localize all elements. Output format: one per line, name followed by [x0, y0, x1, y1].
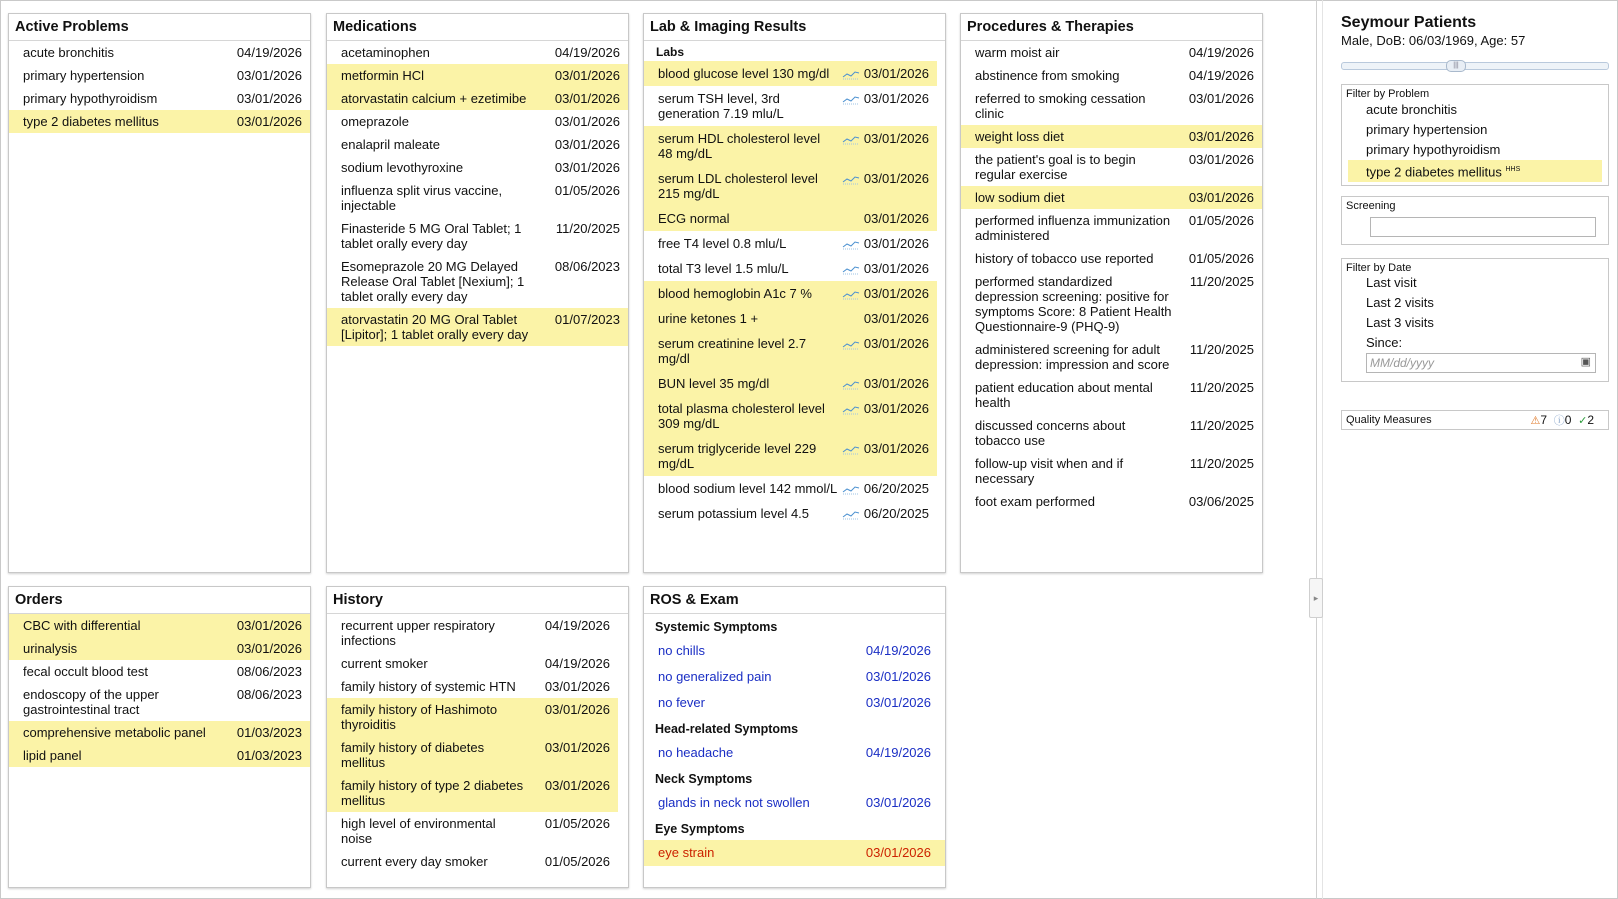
patient-details: Male, DoB: 06/03/1969, Age: 57	[1341, 33, 1526, 48]
item-date: 03/01/2026	[236, 114, 302, 129]
list-item[interactable]	[327, 850, 618, 873]
item-date: 01/05/2026	[544, 854, 610, 869]
item-date: 03/01/2026	[236, 641, 302, 656]
screening-box	[1341, 196, 1609, 245]
ros-finding-date: 03/01/2026	[865, 669, 931, 684]
item-date: 03/01/2026	[544, 702, 610, 717]
item-name: metformin HCl	[341, 68, 425, 83]
item-name: the patient's goal is to begin regular exercise	[975, 152, 1136, 182]
trend-sparkline-icon[interactable]	[842, 442, 862, 456]
ok-count: 2	[1587, 413, 1594, 427]
item-date: 11/20/2025	[1189, 274, 1254, 289]
item-date: 11/20/2025	[1189, 418, 1254, 433]
trend-sparkline-icon[interactable]	[842, 132, 862, 146]
lab-result-row[interactable]	[644, 206, 937, 231]
item-date: 01/05/2026	[554, 183, 620, 198]
warning-icon: ⚠	[1530, 415, 1541, 427]
problem-filter-name: type 2 diabetes mellitus	[1366, 164, 1502, 180]
item-name: weight loss diet	[975, 129, 1064, 144]
item-date: 03/01/2026	[554, 91, 620, 106]
lab-result-name: serum LDL cholesterol level 215 mg/dL	[658, 171, 818, 201]
lab-result-date: 03/01/2026	[863, 401, 929, 416]
list-item[interactable]	[9, 683, 310, 721]
panel-title: Orders	[9, 587, 310, 614]
ros-group-heading: Eye Symptoms	[655, 822, 745, 836]
lab-result-date: 03/01/2026	[863, 236, 929, 251]
list-item[interactable]	[961, 186, 1262, 209]
problem-list	[9, 41, 310, 133]
item-name: performed standardized depression screening: positive for symptoms Score: 8 Patient Health Questionnaire-9 (PHQ-9)	[975, 274, 1172, 334]
medication-list	[327, 41, 628, 346]
lab-result-name: total T3 level 1.5 mlu/L	[658, 261, 789, 276]
item-name: warm moist air	[975, 45, 1060, 60]
item-date: 03/01/2026	[1188, 91, 1254, 106]
history-list	[327, 614, 628, 873]
lab-result-row[interactable]	[644, 501, 937, 526]
item-name: foot exam performed	[975, 494, 1095, 509]
filter-since-label: Since:	[1366, 335, 1403, 350]
list-item[interactable]	[327, 255, 628, 308]
list-item[interactable]	[9, 744, 310, 767]
problem-filter-item[interactable]	[1342, 140, 1608, 160]
item-date: 01/07/2023	[554, 312, 620, 327]
ros-finding-name: glands in neck not swollen	[658, 795, 810, 810]
ros-finding-date: 03/01/2026	[865, 845, 931, 860]
item-name: current every day smoker	[341, 854, 488, 869]
item-date: 01/05/2026	[1188, 213, 1254, 228]
list-item[interactable]	[327, 698, 618, 736]
item-date: 03/01/2026	[1188, 129, 1254, 144]
sidebar-divider-inner	[1322, 0, 1323, 899]
item-date: 03/01/2026	[544, 740, 610, 755]
slider-handle[interactable]: |||	[1446, 60, 1466, 72]
lab-list	[644, 61, 945, 526]
quality-measures-counts	[1531, 411, 1595, 430]
lab-result-date: 06/20/2025	[863, 481, 929, 496]
labs-section-label: Labs	[656, 45, 685, 59]
since-date-input[interactable]	[1366, 353, 1596, 373]
filter-by-problem-box	[1341, 84, 1609, 186]
ros-finding-date: 04/19/2026	[865, 643, 931, 658]
filter-last-2-visits[interactable]: Last 2 visits	[1366, 295, 1434, 310]
procedures-panel	[960, 13, 1263, 573]
list-item[interactable]	[9, 110, 310, 133]
ros-exam-panel	[643, 586, 946, 888]
item-name: enalapril maleate	[341, 137, 441, 152]
check-icon: ✓	[1578, 415, 1588, 427]
lab-result-date: 03/01/2026	[863, 261, 929, 276]
ros-finding-name: no chills	[658, 643, 705, 658]
panel-title: Medications	[327, 14, 628, 41]
item-name: atorvastatin calcium + ezetimibe	[341, 91, 527, 106]
item-date: 01/05/2026	[1188, 251, 1254, 266]
item-name: urinalysis	[23, 641, 78, 656]
active-problems-panel	[8, 13, 311, 573]
item-name: atorvastatin 20 MG Oral Tablet [Lipitor]; 1 tablet orally every day	[341, 312, 529, 342]
list-item[interactable]	[327, 41, 628, 64]
problem-filter-item[interactable]	[1342, 100, 1608, 120]
panel-title: Active Problems	[9, 14, 310, 41]
lab-result-name: serum triglyceride level 229 mg/dL	[658, 441, 817, 471]
item-name: abstinence from smoking	[975, 68, 1120, 83]
filter-last-visit[interactable]: Last visit	[1366, 275, 1417, 290]
item-name: performed influenza immunization administered	[975, 213, 1171, 243]
lab-result-date: 03/01/2026	[863, 336, 929, 351]
list-item[interactable]	[961, 125, 1262, 148]
history-panel	[326, 586, 629, 888]
order-list	[9, 614, 310, 767]
item-date: 03/01/2026	[544, 778, 610, 793]
item-date: 03/01/2026	[236, 91, 302, 106]
lab-result-row[interactable]	[644, 331, 937, 371]
lab-result-row[interactable]	[644, 436, 937, 476]
item-name: comprehensive metabolic panel	[23, 725, 206, 740]
item-name: high level of environmental noise	[341, 816, 496, 846]
trend-sparkline-icon[interactable]	[842, 92, 862, 106]
item-name: family history of systemic HTN	[341, 679, 516, 694]
lab-result-row[interactable]	[644, 306, 937, 331]
ros-finding-date: 03/01/2026	[865, 795, 931, 810]
lab-result-row[interactable]	[644, 256, 937, 281]
list-item[interactable]	[327, 133, 628, 156]
item-name: omeprazole	[341, 114, 409, 129]
lab-result-name: free T4 level 0.8 mlu/L	[658, 236, 787, 251]
lab-result-row[interactable]	[644, 86, 937, 126]
item-date: 03/01/2026	[554, 137, 620, 152]
list-item[interactable]	[961, 490, 1262, 513]
problem-filter-item[interactable]	[1342, 120, 1608, 140]
ros-finding-row[interactable]	[644, 840, 945, 866]
trend-sparkline-icon[interactable]	[842, 507, 862, 521]
lab-result-date: 03/01/2026	[863, 211, 929, 226]
panel-title: ROS & Exam	[644, 587, 945, 614]
orders-panel	[8, 586, 311, 888]
item-date: 04/19/2026	[1188, 45, 1254, 60]
trend-sparkline-icon[interactable]	[842, 212, 862, 226]
item-date: 04/19/2026	[544, 656, 610, 671]
item-name: recurrent upper respiratory infections	[341, 618, 495, 648]
filter-last-3-visits[interactable]: Last 3 visits	[1366, 315, 1434, 330]
lab-result-row[interactable]	[644, 61, 937, 86]
list-item[interactable]	[9, 660, 310, 683]
filter-by-date-label: Filter by Date	[1346, 262, 1412, 274]
item-name: type 2 diabetes mellitus	[23, 114, 159, 129]
trend-sparkline-icon[interactable]	[842, 402, 862, 416]
list-item[interactable]	[327, 736, 618, 774]
ros-finding-name: no headache	[658, 745, 734, 760]
list-item[interactable]	[327, 156, 628, 179]
item-date: 08/06/2023	[554, 259, 620, 274]
item-name: Esomeprazole 20 MG Delayed Release Oral Tablet [Nexium]; 1 tablet orally every day	[341, 259, 525, 304]
trend-sparkline-icon[interactable]	[842, 262, 862, 276]
lab-result-name: blood sodium level 142 mmol/L	[658, 481, 838, 496]
trend-sparkline-icon[interactable]	[842, 172, 862, 186]
item-name: low sodium diet	[975, 190, 1065, 205]
quality-measures-label: Quality Measures	[1346, 414, 1432, 426]
ros-group-heading: Head-related Symptoms	[655, 722, 799, 736]
lab-result-name: total plasma cholesterol level 309 mg/dL	[658, 401, 825, 431]
item-date: 04/19/2026	[236, 45, 302, 60]
item-name: current smoker	[341, 656, 428, 671]
item-date: 03/01/2026	[554, 68, 620, 83]
trend-sparkline-icon[interactable]	[842, 377, 862, 391]
lab-result-name: serum TSH level, 3rd generation 7.19 mlu/L	[658, 91, 784, 121]
list-item[interactable]	[327, 110, 628, 133]
problem-filter-name: acute bronchitis	[1366, 102, 1458, 117]
lab-result-date: 03/01/2026	[863, 441, 929, 456]
timeline-slider[interactable]	[1341, 62, 1609, 70]
list-item[interactable]	[961, 64, 1262, 87]
list-item[interactable]	[961, 414, 1262, 452]
item-name: fecal occult blood test	[23, 664, 149, 679]
item-date: 03/01/2026	[1188, 152, 1254, 167]
item-name: follow-up visit when and if necessary	[975, 456, 1124, 486]
lab-result-date: 03/01/2026	[863, 91, 929, 106]
lab-result-name: BUN level 35 mg/dl	[658, 376, 770, 391]
lab-result-row[interactable]	[644, 396, 937, 436]
list-item[interactable]	[961, 148, 1262, 186]
list-item[interactable]	[9, 614, 310, 637]
item-date: 08/06/2023	[236, 687, 302, 702]
ros-finding-date: 04/19/2026	[865, 745, 931, 760]
item-name: primary hypertension	[23, 68, 145, 83]
calendar-icon[interactable]: ▣	[1580, 356, 1591, 368]
trend-sparkline-icon[interactable]	[842, 287, 862, 301]
list-item[interactable]	[327, 675, 618, 698]
trend-sparkline-icon[interactable]	[842, 67, 862, 81]
trend-sparkline-icon[interactable]	[842, 482, 862, 496]
trend-sparkline-icon[interactable]	[842, 337, 862, 351]
ros-finding-row[interactable]	[644, 664, 945, 690]
item-name: CBC with differential	[23, 618, 141, 633]
filter-by-problem-label: Filter by Problem	[1346, 88, 1430, 100]
since-date-placeholder: MM/dd/yyyy	[1370, 356, 1435, 370]
item-name: referred to smoking cessation clinic	[975, 91, 1146, 121]
list-item[interactable]	[327, 614, 618, 652]
item-name: acute bronchitis	[23, 45, 115, 60]
ros-finding-name: eye strain	[658, 845, 715, 860]
lab-result-date: 03/01/2026	[863, 171, 929, 186]
list-item[interactable]	[961, 270, 1262, 338]
lab-result-row[interactable]	[644, 126, 937, 166]
item-date: 08/06/2023	[236, 664, 302, 679]
ros-finding-row[interactable]	[644, 690, 945, 716]
ros-finding-row[interactable]	[644, 638, 945, 664]
item-name: endoscopy of the upper gastrointestinal tract	[23, 687, 159, 717]
problem-filter-name: primary hypothyroidism	[1366, 142, 1501, 157]
procedure-list	[961, 41, 1262, 513]
screening-input[interactable]	[1370, 217, 1596, 237]
lab-result-name: blood glucose level 130 mg/dl	[658, 66, 830, 81]
list-item[interactable]	[9, 637, 310, 660]
item-date: 03/06/2025	[1188, 494, 1254, 509]
item-date: 01/05/2026	[544, 816, 610, 831]
list-item[interactable]	[9, 64, 310, 87]
list-item[interactable]	[961, 247, 1262, 270]
item-name: discussed concerns about tobacco use	[975, 418, 1126, 448]
item-name: family history of diabetes mellitus	[341, 740, 485, 770]
item-date: 11/20/2025	[1189, 342, 1254, 357]
ros-list	[644, 614, 945, 866]
item-name: family history of type 2 diabetes mellitus	[341, 778, 524, 808]
trend-sparkline-icon[interactable]	[842, 312, 862, 326]
ros-finding-name: no fever	[658, 695, 705, 710]
patient-name: Seymour Patients	[1341, 14, 1477, 31]
list-item[interactable]	[9, 41, 310, 64]
item-name: patient education about mental health	[975, 380, 1153, 410]
list-item[interactable]	[9, 721, 310, 744]
filter-by-date-box	[1341, 258, 1609, 382]
lab-result-name: serum creatinine level 2.7 mg/dl	[658, 336, 807, 366]
collapse-sidebar-handle[interactable]: ▸	[1309, 578, 1323, 618]
item-date: 03/01/2026	[554, 114, 620, 129]
ros-finding-date: 03/01/2026	[865, 695, 931, 710]
lab-result-name: serum potassium level 4.5	[658, 506, 810, 521]
list-item[interactable]	[327, 812, 618, 850]
lab-result-name: urine ketones 1 +	[658, 311, 759, 326]
lab-result-date: 03/01/2026	[863, 286, 929, 301]
problem-filter-item[interactable]	[1348, 160, 1602, 182]
lab-result-name: ECG normal	[658, 211, 730, 226]
item-date: 03/01/2026	[236, 68, 302, 83]
item-date: 04/19/2026	[1188, 68, 1254, 83]
list-item[interactable]	[9, 87, 310, 110]
list-item[interactable]	[961, 376, 1262, 414]
info-icon: ⓘ	[1553, 415, 1565, 427]
list-item[interactable]	[327, 217, 628, 255]
ros-finding-row[interactable]	[644, 740, 945, 766]
lab-result-date: 03/01/2026	[863, 66, 929, 81]
item-name: family history of Hashimoto thyroiditis	[341, 702, 498, 732]
ros-group-heading: Systemic Symptoms	[655, 620, 778, 634]
lab-result-name: serum HDL cholesterol level 48 mg/dL	[658, 131, 821, 161]
item-name: administered screening for adult depression: impression and score	[975, 342, 1170, 372]
list-item[interactable]	[327, 64, 628, 87]
item-name: primary hypothyroidism	[23, 91, 158, 106]
screening-label: Screening	[1346, 200, 1396, 212]
item-date: 04/19/2026	[544, 618, 610, 633]
item-date: 03/01/2026	[554, 160, 620, 175]
item-date: 03/01/2026	[1188, 190, 1254, 205]
ros-group-heading: Neck Symptoms	[655, 772, 753, 786]
list-item[interactable]	[327, 87, 628, 110]
lab-result-date: 03/01/2026	[863, 131, 929, 146]
item-name: Finasteride 5 MG Oral Tablet; 1 tablet orally every day	[341, 221, 522, 251]
item-date: 11/20/2025	[1189, 380, 1254, 395]
lab-result-date: 03/01/2026	[863, 311, 929, 326]
item-name: influenza split virus vaccine, injectable	[341, 183, 503, 213]
item-date: 11/20/2025	[1189, 456, 1254, 471]
item-date: 04/19/2026	[554, 45, 620, 60]
quality-measures-bar[interactable]	[1341, 410, 1609, 430]
lab-result-row[interactable]	[644, 166, 937, 206]
item-date: 01/03/2023	[236, 725, 302, 740]
panel-title: Lab & Imaging Results	[644, 14, 945, 41]
lab-result-date: 03/01/2026	[863, 376, 929, 391]
list-item[interactable]	[961, 338, 1262, 376]
problem-filter-list	[1342, 100, 1608, 182]
problem-filter-name: primary hypertension	[1366, 122, 1488, 137]
list-item[interactable]	[327, 774, 618, 812]
trend-sparkline-icon[interactable]	[842, 237, 862, 251]
lab-result-date: 06/20/2025	[863, 506, 929, 521]
list-item[interactable]	[327, 179, 628, 217]
item-name: lipid panel	[23, 748, 82, 763]
lab-result-row[interactable]	[644, 231, 937, 256]
lab-result-name: blood hemoglobin A1c 7 %	[658, 286, 812, 301]
list-item[interactable]	[961, 87, 1262, 125]
lab-result-row[interactable]	[644, 281, 937, 306]
list-item[interactable]	[327, 308, 628, 346]
item-name: sodium levothyroxine	[341, 160, 464, 175]
item-date: 11/20/2025	[555, 221, 620, 236]
problem-filter-tag: HHS	[1505, 166, 1521, 173]
lab-results-panel	[643, 13, 946, 573]
list-item[interactable]	[327, 652, 618, 675]
info-count: 0	[1564, 413, 1572, 427]
ros-finding-name: no generalized pain	[658, 669, 772, 684]
item-name: acetaminophen	[341, 45, 430, 60]
panel-title: Procedures & Therapies	[961, 14, 1262, 41]
item-date: 03/01/2026	[544, 679, 610, 694]
list-item[interactable]	[961, 41, 1262, 64]
item-date: 03/01/2026	[236, 618, 302, 633]
sidebar-divider	[1316, 0, 1317, 899]
item-date: 01/03/2023	[236, 748, 302, 763]
ros-finding-row[interactable]	[644, 790, 945, 816]
warning-count: 7	[1540, 413, 1548, 427]
lab-result-row[interactable]	[644, 476, 937, 501]
medications-panel	[326, 13, 629, 573]
item-name: history of tobacco use reported	[975, 251, 1154, 266]
list-item[interactable]	[961, 209, 1262, 247]
list-item[interactable]	[961, 452, 1262, 490]
lab-result-row[interactable]	[644, 371, 937, 396]
panel-title: History	[327, 587, 628, 614]
